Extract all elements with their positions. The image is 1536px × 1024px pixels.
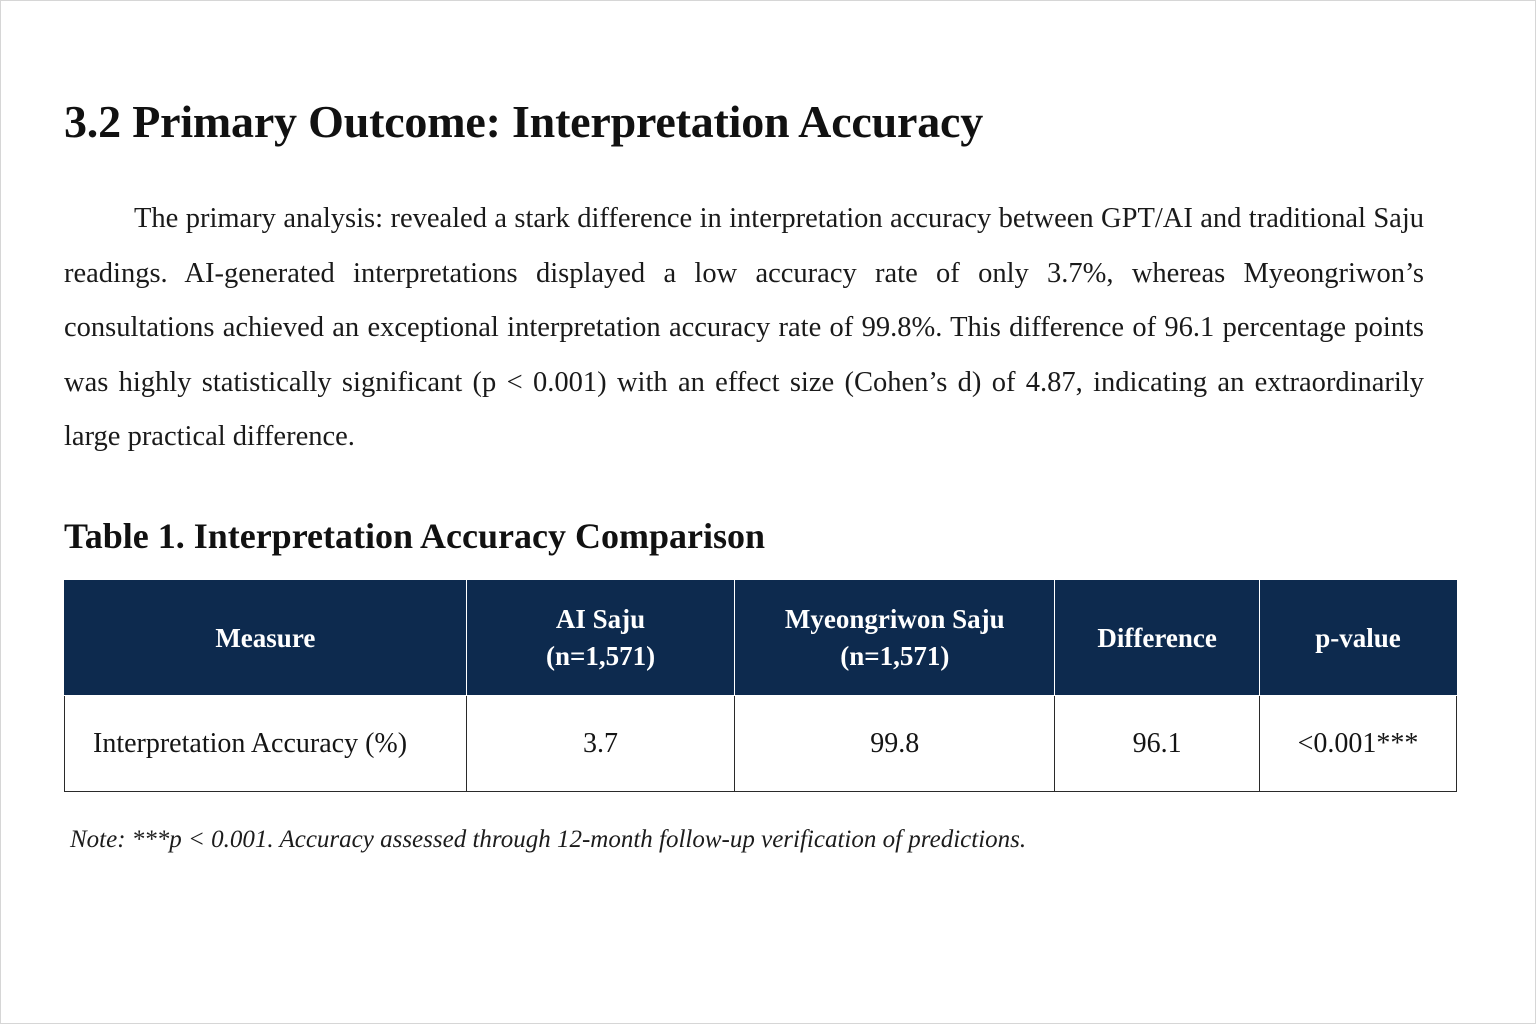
- cell-myeongriwon-saju: 99.8: [735, 696, 1055, 792]
- header-measure: [65, 581, 467, 696]
- cell-ai-saju: 3.7: [466, 696, 735, 792]
- header-ai-saju-label: AI Saju: [555, 604, 646, 634]
- section-heading: 3.2 Primary Outcome: Interpretation Accuracy: [64, 96, 984, 147]
- table-row: [65, 696, 1457, 792]
- header-difference: [1055, 581, 1260, 696]
- body-paragraph: The primary analysis: revealed a stark difference in interpretation accuracy between GPT/AI and traditional Saju readings. AI-generated interpretations displayed a low accuracy rate of only 3.7%, whereas Myeongriwon’s consultations achieved an exceptional interpretation accuracy rate of 99.8%. This difference of 96.1 percentage points was highly statistically significant (p < 0.001) with an effect size (Cohen’s d) of 4.87, indicating an extraordinarily large practical difference.: [64, 203, 1424, 452]
- cell-measure: Interpretation Accuracy (%): [65, 696, 467, 792]
- header-myeongriwon-saju: [735, 581, 1055, 696]
- results-table: [64, 580, 1457, 792]
- cell-p-value: <0.001***: [1260, 696, 1457, 792]
- header-p-value: [1260, 581, 1457, 696]
- table-caption: Table 1. Interpretation Accuracy Comparison: [64, 516, 765, 556]
- header-ai-saju-n: (n=1,571): [545, 641, 656, 671]
- header-p-value-label: p-value: [1315, 622, 1401, 653]
- table-note: Note: ***p < 0.001. Accuracy assessed through 12-month follow-up verification of predictions.: [70, 826, 1027, 853]
- header-myeongriwon-saju-n: (n=1,571): [840, 641, 950, 671]
- header-myeongriwon-saju-label: Myeongriwon Saju: [784, 604, 1005, 634]
- header-measure-label: Measure: [215, 622, 316, 653]
- header-ai-saju: [466, 581, 735, 696]
- header-difference-label: Difference: [1097, 622, 1217, 653]
- cell-difference: 96.1: [1055, 696, 1260, 792]
- table-header-row: [65, 581, 1457, 696]
